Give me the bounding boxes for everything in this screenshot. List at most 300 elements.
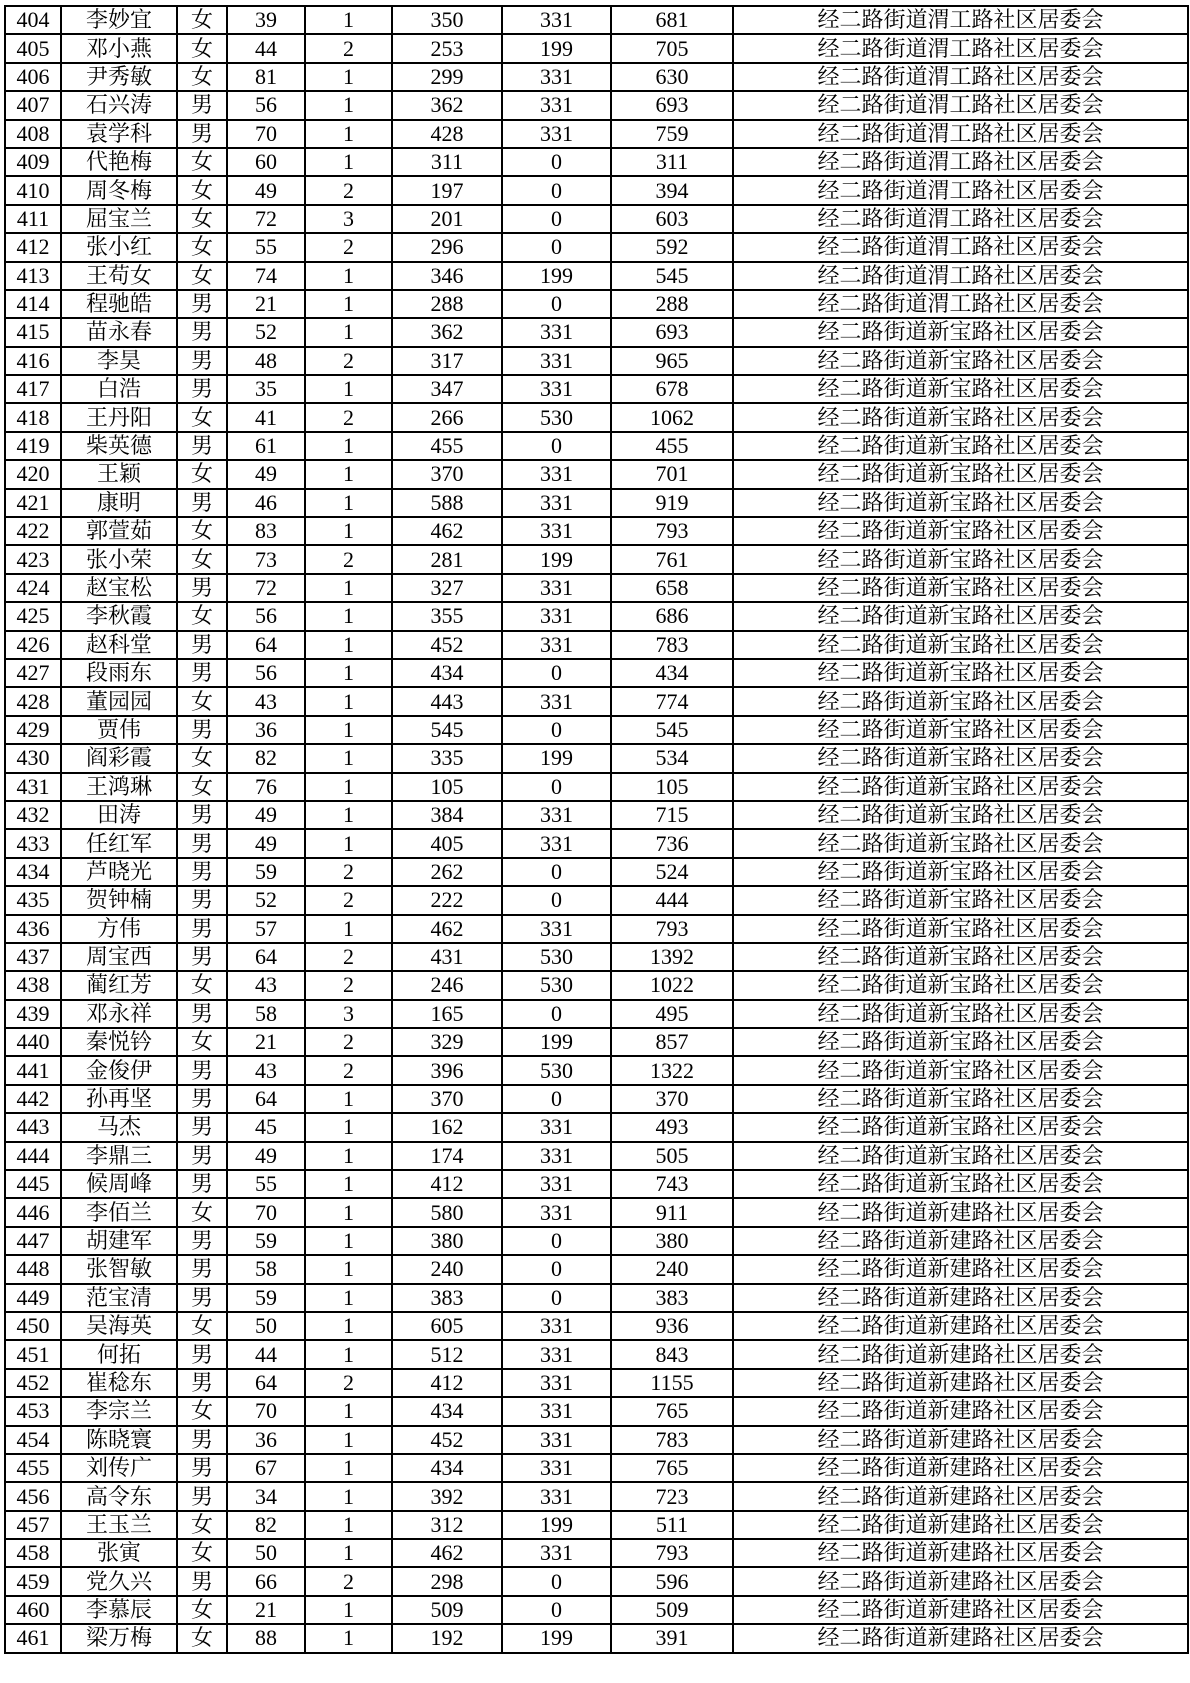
- row-number-cell: 426: [5, 631, 61, 659]
- subsidy-cell: 331: [502, 602, 611, 630]
- row-number-cell: 411: [5, 205, 61, 233]
- gender-cell: 男: [177, 91, 227, 119]
- total-cell: 394: [611, 176, 733, 204]
- gender-cell: 女: [177, 1511, 227, 1539]
- community-cell: 经二路街道渭工路社区居委会: [733, 290, 1188, 318]
- subsidy-cell: 0: [502, 205, 611, 233]
- table-row: [5, 858, 1188, 886]
- age-cell: 72: [227, 205, 305, 233]
- table-row: [5, 659, 1188, 687]
- count-cell: 1: [305, 262, 392, 290]
- community-cell: 经二路街道新建路社区居委会: [733, 1369, 1188, 1397]
- table-row: [5, 1567, 1188, 1595]
- row-number-cell: 412: [5, 233, 61, 261]
- subsidy-cell: 0: [502, 1255, 611, 1283]
- row-number-cell: 436: [5, 915, 61, 943]
- amount-cell: 240: [392, 1255, 502, 1283]
- name-cell: 段雨东: [61, 659, 177, 687]
- age-cell: 52: [227, 886, 305, 914]
- name-cell: 张小红: [61, 233, 177, 261]
- count-cell: 2: [305, 1369, 392, 1397]
- name-cell: 李昊: [61, 347, 177, 375]
- table-row: [5, 517, 1188, 545]
- community-cell: 经二路街道渭工路社区居委会: [733, 34, 1188, 62]
- subsidy-cell: 331: [502, 1142, 611, 1170]
- row-number-cell: 430: [5, 744, 61, 772]
- total-cell: 434: [611, 659, 733, 687]
- name-cell: 候周峰: [61, 1170, 177, 1198]
- amount-cell: 253: [392, 34, 502, 62]
- total-cell: 1062: [611, 403, 733, 431]
- total-cell: 444: [611, 886, 733, 914]
- community-cell: 经二路街道新宝路社区居委会: [733, 659, 1188, 687]
- amount-cell: 329: [392, 1028, 502, 1056]
- community-cell: 经二路街道新宝路社区居委会: [733, 318, 1188, 346]
- total-cell: 383: [611, 1284, 733, 1312]
- row-number-cell: 458: [5, 1539, 61, 1567]
- amount-cell: 509: [392, 1596, 502, 1624]
- subsidy-cell: 331: [502, 1426, 611, 1454]
- subsidy-cell: 530: [502, 1056, 611, 1084]
- total-cell: 311: [611, 148, 733, 176]
- table-row: [5, 744, 1188, 772]
- community-cell: 经二路街道新宝路社区居委会: [733, 517, 1188, 545]
- amount-cell: 299: [392, 63, 502, 91]
- count-cell: 2: [305, 1056, 392, 1084]
- age-cell: 55: [227, 233, 305, 261]
- table-row: [5, 1426, 1188, 1454]
- row-number-cell: 442: [5, 1085, 61, 1113]
- gender-cell: 女: [177, 1028, 227, 1056]
- name-cell: 张小荣: [61, 545, 177, 573]
- amount-cell: 428: [392, 120, 502, 148]
- gender-cell: 女: [177, 403, 227, 431]
- community-cell: 经二路街道新宝路社区居委会: [733, 886, 1188, 914]
- row-number-cell: 416: [5, 347, 61, 375]
- count-cell: 1: [305, 290, 392, 318]
- row-number-cell: 409: [5, 148, 61, 176]
- row-number-cell: 447: [5, 1227, 61, 1255]
- gender-cell: 女: [177, 517, 227, 545]
- table-row: [5, 829, 1188, 857]
- age-cell: 50: [227, 1312, 305, 1340]
- row-number-cell: 459: [5, 1567, 61, 1595]
- row-number-cell: 454: [5, 1426, 61, 1454]
- age-cell: 49: [227, 176, 305, 204]
- subsidy-cell: 331: [502, 91, 611, 119]
- gender-cell: 男: [177, 1255, 227, 1283]
- subsidy-cell: 0: [502, 290, 611, 318]
- total-cell: 936: [611, 1312, 733, 1340]
- subsidy-cell: 530: [502, 971, 611, 999]
- row-number-cell: 434: [5, 858, 61, 886]
- subsidy-cell: 0: [502, 716, 611, 744]
- amount-cell: 201: [392, 205, 502, 233]
- total-cell: 736: [611, 829, 733, 857]
- community-cell: 经二路街道新宝路社区居委会: [733, 1085, 1188, 1113]
- name-cell: 赵科堂: [61, 631, 177, 659]
- gender-cell: 女: [177, 1596, 227, 1624]
- amount-cell: 452: [392, 631, 502, 659]
- count-cell: 1: [305, 1624, 392, 1652]
- community-cell: 经二路街道新宝路社区居委会: [733, 744, 1188, 772]
- row-number-cell: 452: [5, 1369, 61, 1397]
- community-cell: 经二路街道新宝路社区居委会: [733, 403, 1188, 431]
- age-cell: 49: [227, 1142, 305, 1170]
- subsidy-cell: 331: [502, 1454, 611, 1482]
- age-cell: 70: [227, 1397, 305, 1425]
- total-cell: 783: [611, 1426, 733, 1454]
- community-cell: 经二路街道渭工路社区居委会: [733, 176, 1188, 204]
- age-cell: 44: [227, 34, 305, 62]
- age-cell: 66: [227, 1567, 305, 1595]
- row-number-cell: 414: [5, 290, 61, 318]
- gender-cell: 男: [177, 1426, 227, 1454]
- count-cell: 1: [305, 1170, 392, 1198]
- amount-cell: 434: [392, 1454, 502, 1482]
- table-row: [5, 1142, 1188, 1170]
- community-cell: 经二路街道新宝路社区居委会: [733, 347, 1188, 375]
- gender-cell: 女: [177, 63, 227, 91]
- count-cell: 1: [305, 716, 392, 744]
- name-cell: 代艳梅: [61, 148, 177, 176]
- gender-cell: 男: [177, 1567, 227, 1595]
- total-cell: 774: [611, 687, 733, 715]
- amount-cell: 455: [392, 432, 502, 460]
- gender-cell: 女: [177, 744, 227, 772]
- table-row: [5, 574, 1188, 602]
- gender-cell: 男: [177, 1454, 227, 1482]
- count-cell: 2: [305, 971, 392, 999]
- total-cell: 545: [611, 716, 733, 744]
- count-cell: 1: [305, 574, 392, 602]
- gender-cell: 男: [177, 1170, 227, 1198]
- community-cell: 经二路街道新建路社区居委会: [733, 1454, 1188, 1482]
- amount-cell: 262: [392, 858, 502, 886]
- amount-cell: 452: [392, 1426, 502, 1454]
- amount-cell: 443: [392, 687, 502, 715]
- name-cell: 吴海英: [61, 1312, 177, 1340]
- name-cell: 邓小燕: [61, 34, 177, 62]
- subsidy-cell: 0: [502, 148, 611, 176]
- age-cell: 21: [227, 1028, 305, 1056]
- total-cell: 391: [611, 1624, 733, 1652]
- community-cell: 经二路街道新宝路社区居委会: [733, 1056, 1188, 1084]
- age-cell: 56: [227, 659, 305, 687]
- count-cell: 1: [305, 375, 392, 403]
- row-number-cell: 432: [5, 801, 61, 829]
- name-cell: 党久兴: [61, 1567, 177, 1595]
- row-number-cell: 407: [5, 91, 61, 119]
- row-number-cell: 455: [5, 1454, 61, 1482]
- amount-cell: 462: [392, 517, 502, 545]
- gender-cell: 男: [177, 943, 227, 971]
- subsidy-cell: 199: [502, 262, 611, 290]
- table-row: [5, 6, 1188, 34]
- row-number-cell: 441: [5, 1056, 61, 1084]
- count-cell: 1: [305, 148, 392, 176]
- age-cell: 64: [227, 1085, 305, 1113]
- name-cell: 秦悦钤: [61, 1028, 177, 1056]
- age-cell: 21: [227, 1596, 305, 1624]
- table-row: [5, 1482, 1188, 1510]
- gender-cell: 男: [177, 1284, 227, 1312]
- amount-cell: 296: [392, 233, 502, 261]
- count-cell: 1: [305, 91, 392, 119]
- subsidy-cell: 0: [502, 1227, 611, 1255]
- name-cell: 范宝清: [61, 1284, 177, 1312]
- gender-cell: 男: [177, 631, 227, 659]
- total-cell: 630: [611, 63, 733, 91]
- amount-cell: 605: [392, 1312, 502, 1340]
- count-cell: 2: [305, 1567, 392, 1595]
- total-cell: 370: [611, 1085, 733, 1113]
- age-cell: 82: [227, 1511, 305, 1539]
- table-row: [5, 1624, 1188, 1652]
- total-cell: 511: [611, 1511, 733, 1539]
- subsidy-cell: 199: [502, 545, 611, 573]
- age-cell: 64: [227, 1369, 305, 1397]
- age-cell: 61: [227, 432, 305, 460]
- count-cell: 1: [305, 602, 392, 630]
- community-cell: 经二路街道新宝路社区居委会: [733, 489, 1188, 517]
- count-cell: 1: [305, 63, 392, 91]
- gender-cell: 女: [177, 602, 227, 630]
- amount-cell: 383: [392, 1284, 502, 1312]
- count-cell: 1: [305, 659, 392, 687]
- count-cell: 1: [305, 432, 392, 460]
- table-row: [5, 489, 1188, 517]
- total-cell: 723: [611, 1482, 733, 1510]
- amount-cell: 174: [392, 1142, 502, 1170]
- row-number-cell: 417: [5, 375, 61, 403]
- amount-cell: 311: [392, 148, 502, 176]
- row-number-cell: 427: [5, 659, 61, 687]
- gender-cell: 女: [177, 971, 227, 999]
- subsidy-cell: 331: [502, 1198, 611, 1226]
- count-cell: 1: [305, 6, 392, 34]
- age-cell: 82: [227, 744, 305, 772]
- count-cell: 1: [305, 489, 392, 517]
- total-cell: 681: [611, 6, 733, 34]
- gender-cell: 男: [177, 1113, 227, 1141]
- community-cell: 经二路街道新宝路社区居委会: [733, 1028, 1188, 1056]
- table-row: [5, 1284, 1188, 1312]
- subsidy-cell: 199: [502, 1624, 611, 1652]
- age-cell: 64: [227, 943, 305, 971]
- count-cell: 1: [305, 1198, 392, 1226]
- table-row: [5, 432, 1188, 460]
- count-cell: 1: [305, 1482, 392, 1510]
- table-row: [5, 801, 1188, 829]
- community-cell: 经二路街道新宝路社区居委会: [733, 716, 1188, 744]
- gender-cell: 男: [177, 1227, 227, 1255]
- subsidy-cell: 0: [502, 1085, 611, 1113]
- total-cell: 693: [611, 91, 733, 119]
- gender-cell: 男: [177, 801, 227, 829]
- row-number-cell: 461: [5, 1624, 61, 1652]
- table-row: [5, 602, 1188, 630]
- table-row: [5, 1511, 1188, 1539]
- age-cell: 43: [227, 971, 305, 999]
- total-cell: 105: [611, 773, 733, 801]
- gender-cell: 女: [177, 1397, 227, 1425]
- count-cell: 2: [305, 886, 392, 914]
- age-cell: 34: [227, 1482, 305, 1510]
- total-cell: 505: [611, 1142, 733, 1170]
- amount-cell: 288: [392, 290, 502, 318]
- total-cell: 765: [611, 1454, 733, 1482]
- total-cell: 715: [611, 801, 733, 829]
- table-row: [5, 687, 1188, 715]
- age-cell: 67: [227, 1454, 305, 1482]
- count-cell: 1: [305, 1284, 392, 1312]
- table-row: [5, 63, 1188, 91]
- row-number-cell: 460: [5, 1596, 61, 1624]
- total-cell: 1155: [611, 1369, 733, 1397]
- name-cell: 李宗兰: [61, 1397, 177, 1425]
- age-cell: 57: [227, 915, 305, 943]
- total-cell: 965: [611, 347, 733, 375]
- community-cell: 经二路街道渭工路社区居委会: [733, 262, 1188, 290]
- total-cell: 911: [611, 1198, 733, 1226]
- table-row: [5, 1056, 1188, 1084]
- age-cell: 36: [227, 716, 305, 744]
- row-number-cell: 421: [5, 489, 61, 517]
- count-cell: 1: [305, 773, 392, 801]
- age-cell: 88: [227, 1624, 305, 1652]
- subsidy-cell: 331: [502, 574, 611, 602]
- amount-cell: 327: [392, 574, 502, 602]
- row-number-cell: 449: [5, 1284, 61, 1312]
- total-cell: 765: [611, 1397, 733, 1425]
- subsidy-cell: 199: [502, 34, 611, 62]
- name-cell: 尹秀敏: [61, 63, 177, 91]
- row-number-cell: 450: [5, 1312, 61, 1340]
- total-cell: 693: [611, 318, 733, 346]
- subsidy-cell: 0: [502, 432, 611, 460]
- age-cell: 45: [227, 1113, 305, 1141]
- subsidy-cell: 331: [502, 6, 611, 34]
- community-cell: 经二路街道新建路社区居委会: [733, 1539, 1188, 1567]
- age-cell: 83: [227, 517, 305, 545]
- total-cell: 843: [611, 1340, 733, 1368]
- age-cell: 59: [227, 1284, 305, 1312]
- table-row: [5, 91, 1188, 119]
- amount-cell: 545: [392, 716, 502, 744]
- count-cell: 2: [305, 943, 392, 971]
- amount-cell: 347: [392, 375, 502, 403]
- gender-cell: 男: [177, 886, 227, 914]
- table-row: [5, 290, 1188, 318]
- count-cell: 2: [305, 233, 392, 261]
- name-cell: 阎彩霞: [61, 744, 177, 772]
- amount-cell: 298: [392, 1567, 502, 1595]
- table-row: [5, 1340, 1188, 1368]
- gender-cell: 男: [177, 574, 227, 602]
- count-cell: 1: [305, 1340, 392, 1368]
- community-cell: 经二路街道新宝路社区居委会: [733, 943, 1188, 971]
- gender-cell: 女: [177, 205, 227, 233]
- community-cell: 经二路街道新建路社区居委会: [733, 1624, 1188, 1652]
- table-row: [5, 773, 1188, 801]
- name-cell: 程驰皓: [61, 290, 177, 318]
- count-cell: 1: [305, 1085, 392, 1113]
- community-cell: 经二路街道新宝路社区居委会: [733, 545, 1188, 573]
- row-number-cell: 457: [5, 1511, 61, 1539]
- row-number-cell: 453: [5, 1397, 61, 1425]
- name-cell: 王苟女: [61, 262, 177, 290]
- name-cell: 王颖: [61, 460, 177, 488]
- table-row: [5, 943, 1188, 971]
- name-cell: 王丹阳: [61, 403, 177, 431]
- age-cell: 55: [227, 1170, 305, 1198]
- gender-cell: 女: [177, 687, 227, 715]
- community-cell: 经二路街道渭工路社区居委会: [733, 233, 1188, 261]
- gender-cell: 男: [177, 659, 227, 687]
- count-cell: 1: [305, 1511, 392, 1539]
- community-cell: 经二路街道新宝路社区居委会: [733, 631, 1188, 659]
- age-cell: 39: [227, 6, 305, 34]
- age-cell: 70: [227, 1198, 305, 1226]
- count-cell: 1: [305, 1397, 392, 1425]
- total-cell: 493: [611, 1113, 733, 1141]
- count-cell: 1: [305, 631, 392, 659]
- subsidy-cell: 331: [502, 63, 611, 91]
- age-cell: 64: [227, 631, 305, 659]
- row-number-cell: 438: [5, 971, 61, 999]
- row-number-cell: 435: [5, 886, 61, 914]
- community-cell: 经二路街道渭工路社区居委会: [733, 6, 1188, 34]
- subsidy-cell: 0: [502, 176, 611, 204]
- total-cell: 596: [611, 1567, 733, 1595]
- name-cell: 何拓: [61, 1340, 177, 1368]
- age-cell: 59: [227, 1227, 305, 1255]
- name-cell: 高令东: [61, 1482, 177, 1510]
- name-cell: 白浩: [61, 375, 177, 403]
- total-cell: 658: [611, 574, 733, 602]
- gender-cell: 女: [177, 1198, 227, 1226]
- gender-cell: 男: [177, 1085, 227, 1113]
- row-number-cell: 431: [5, 773, 61, 801]
- table-row: [5, 34, 1188, 62]
- community-cell: 经二路街道新宝路社区居委会: [733, 602, 1188, 630]
- name-cell: 张寅: [61, 1539, 177, 1567]
- community-cell: 经二路街道新建路社区居委会: [733, 1567, 1188, 1595]
- amount-cell: 434: [392, 1397, 502, 1425]
- age-cell: 49: [227, 460, 305, 488]
- community-cell: 经二路街道渭工路社区居委会: [733, 148, 1188, 176]
- count-cell: 1: [305, 1255, 392, 1283]
- amount-cell: 105: [392, 773, 502, 801]
- age-cell: 49: [227, 801, 305, 829]
- community-cell: 经二路街道新宝路社区居委会: [733, 375, 1188, 403]
- total-cell: 783: [611, 631, 733, 659]
- amount-cell: 434: [392, 659, 502, 687]
- table-row: [5, 1198, 1188, 1226]
- table-row: [5, 545, 1188, 573]
- table-row: [5, 1596, 1188, 1624]
- table-row: [5, 1028, 1188, 1056]
- gender-cell: 男: [177, 375, 227, 403]
- name-cell: 张智敏: [61, 1255, 177, 1283]
- age-cell: 41: [227, 403, 305, 431]
- age-cell: 81: [227, 63, 305, 91]
- amount-cell: 197: [392, 176, 502, 204]
- community-cell: 经二路街道新宝路社区居委会: [733, 1142, 1188, 1170]
- count-cell: 1: [305, 1539, 392, 1567]
- community-cell: 经二路街道新建路社区居委会: [733, 1511, 1188, 1539]
